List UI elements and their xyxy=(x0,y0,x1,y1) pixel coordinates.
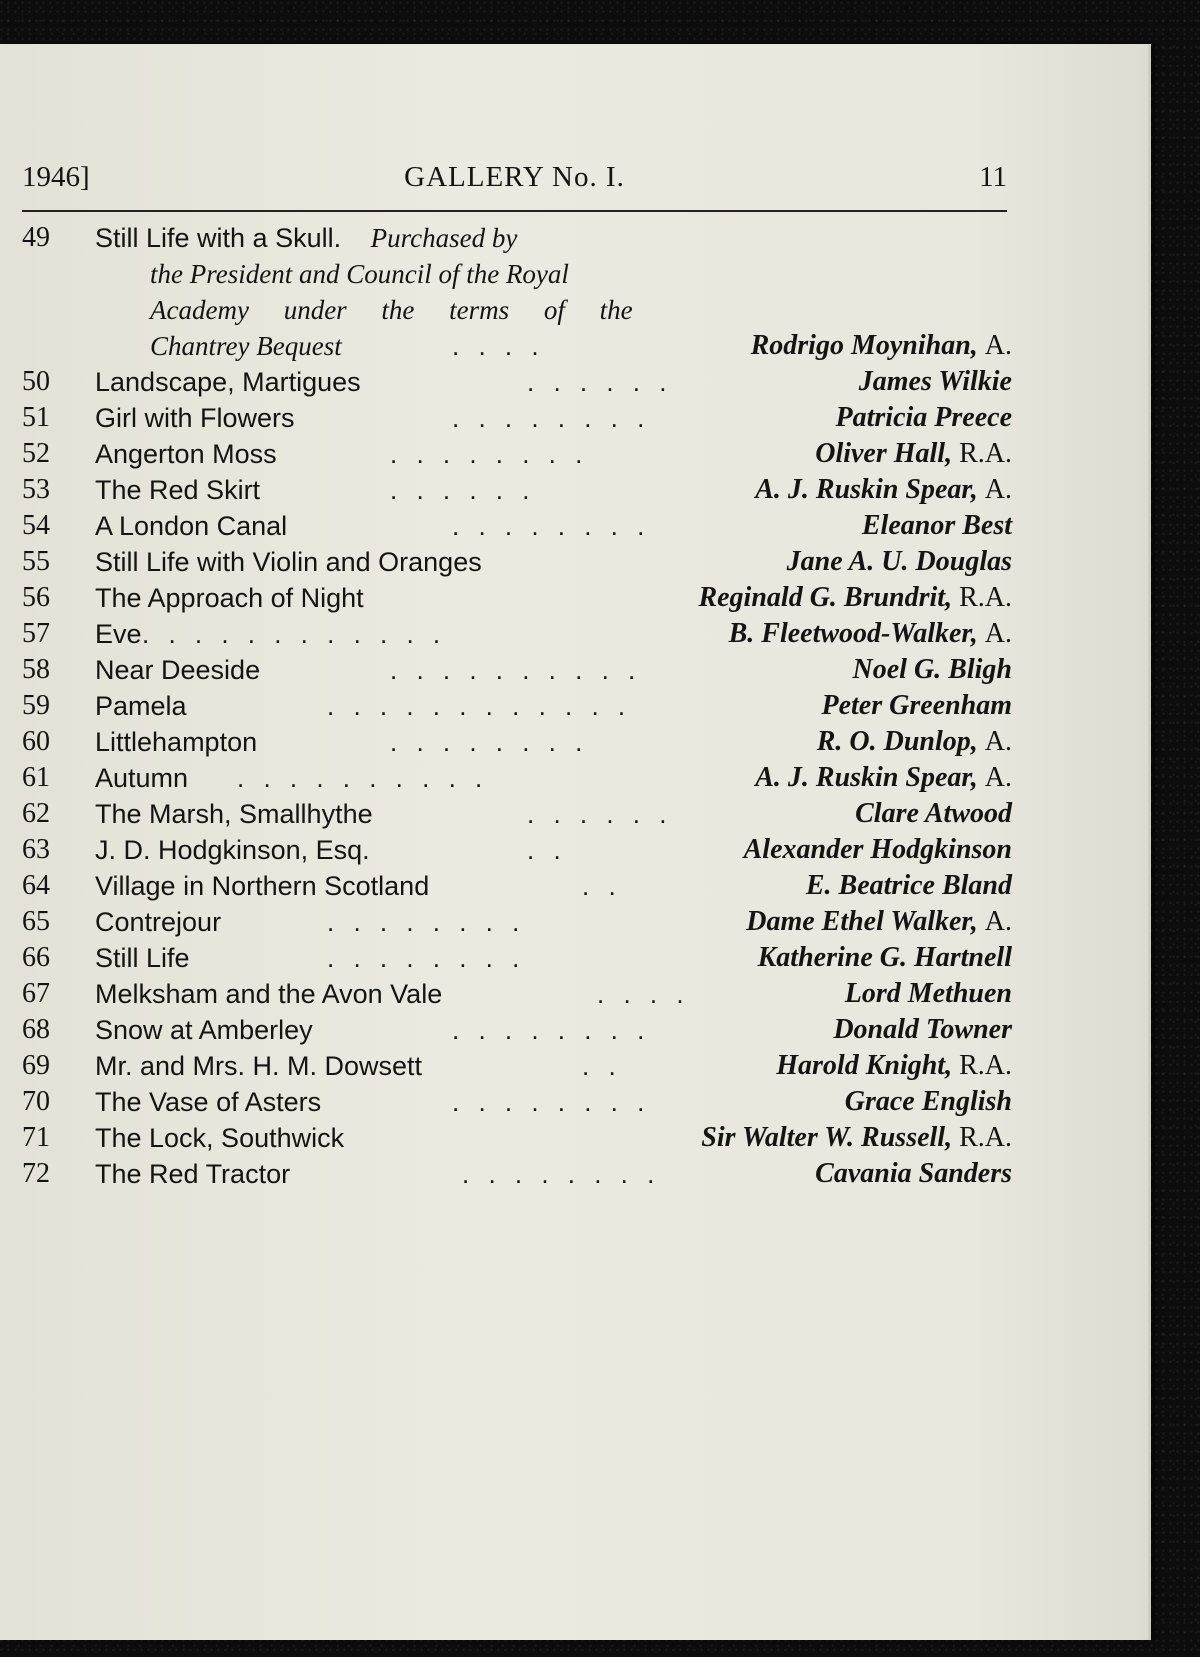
artist-name-text: R. O. Dunlop, xyxy=(816,726,978,757)
entry-title: Angerton Moss xyxy=(95,439,277,469)
artist-name-text: Lord Methuen xyxy=(844,978,1012,1009)
entry-title: The Lock, Southwick xyxy=(95,1123,345,1153)
leader-dots: . . . . xyxy=(597,979,690,1009)
entry-number: 57 xyxy=(22,618,50,649)
artist-name xyxy=(836,400,1012,436)
artist-name-text: Jane A. U. Douglas xyxy=(786,546,1012,577)
entry-row xyxy=(22,688,1012,724)
purchase-note-line-2-row xyxy=(22,256,1012,292)
leader-dots: . . . . . . xyxy=(527,367,673,397)
leader-dots: . . xyxy=(582,871,622,901)
entry-title: Still Life with Violin and Oranges xyxy=(95,547,482,577)
artist-name-text: Sir Walter W. Russell, xyxy=(701,1122,953,1153)
leader-dots: . . . . xyxy=(452,331,545,361)
leader-dots: . . . . . . . . . . . . xyxy=(142,619,447,649)
purchase-note-line-3-row xyxy=(22,292,1012,328)
entry-title: A London Canal xyxy=(95,511,288,541)
artist-name-text: Reginald G. Brundrit, xyxy=(698,582,953,613)
entry-row xyxy=(22,1012,1012,1048)
entry-title: Still Life xyxy=(95,943,190,973)
entry-title: Pamela xyxy=(95,691,187,721)
artist-name-text: A. J. Ruskin Spear, xyxy=(755,762,978,793)
entry-number: 72 xyxy=(22,1158,50,1189)
entry-row xyxy=(22,1120,1012,1156)
catalogue-page xyxy=(0,44,1151,1640)
artist-name xyxy=(755,760,1012,796)
artist-name xyxy=(821,688,1012,724)
artist-name xyxy=(817,724,1012,760)
entry-row xyxy=(22,796,1012,832)
artist-name-text: Grace English xyxy=(844,1086,1012,1117)
entry-title: Contrejour xyxy=(95,907,222,937)
artist-name-text: A. J. Ruskin Spear, xyxy=(755,474,978,505)
artist-name xyxy=(815,1156,1012,1192)
entry-title: The Red Tractor xyxy=(95,1159,291,1189)
artist-name-text: B. Fleetwood-Walker, xyxy=(728,618,978,649)
entry-number: 63 xyxy=(22,834,50,865)
entry-row xyxy=(22,904,1012,940)
artist-name xyxy=(758,940,1012,976)
entry-number: 70 xyxy=(22,1086,50,1117)
entry-number: 65 xyxy=(22,906,50,937)
entry-row xyxy=(22,400,1012,436)
entry-number: 50 xyxy=(22,366,50,397)
artist-name-text: Dame Ethel Walker, xyxy=(746,906,978,937)
artist-name xyxy=(744,832,1012,868)
entry-row xyxy=(22,1084,1012,1120)
leader-dots: . . xyxy=(527,835,567,865)
entry-row xyxy=(22,940,1012,976)
artist-name xyxy=(833,1012,1012,1048)
artist-name xyxy=(845,976,1012,1012)
entry-title: Near Deeside xyxy=(95,655,261,685)
artist-suffix: A. xyxy=(984,618,1012,649)
artist-suffix: R.A. xyxy=(959,582,1012,613)
entry-title: Girl with Flowers xyxy=(95,403,295,433)
leader-dots: . . . . . . . . xyxy=(327,907,526,937)
entry-number: 64 xyxy=(22,870,50,901)
artist-name xyxy=(729,616,1012,652)
leader-dots: . . . . . . . . . . xyxy=(237,763,489,793)
artist-name-text: E. Beatrice Bland xyxy=(805,870,1012,901)
artist-suffix: R.A. xyxy=(959,1050,1012,1081)
entry-number: 67 xyxy=(22,978,50,1009)
leader-dots: . . . . . . . . xyxy=(390,439,589,469)
entry-number: 53 xyxy=(22,474,50,505)
artist-name xyxy=(855,796,1012,832)
artist-name-text: Oliver Hall, xyxy=(815,438,953,469)
purchase-note-line-4-row xyxy=(22,328,1012,364)
artist-suffix: A. xyxy=(984,726,1012,757)
artist-name-text: James Wilkie xyxy=(858,366,1012,397)
entry-row xyxy=(22,436,1012,472)
artist-name xyxy=(776,1048,1012,1084)
entry-row xyxy=(22,1156,1012,1192)
leader-dots: . . . . . . xyxy=(527,799,673,829)
artist-name xyxy=(853,652,1012,688)
artist-name xyxy=(806,868,1012,904)
purchase-note-line-3: Academy under the terms of the xyxy=(150,295,633,325)
entry-row xyxy=(22,544,1012,580)
artist-name-text: Katherine G. Hartnell xyxy=(757,942,1012,973)
artist-name-text: Peter Greenham xyxy=(821,690,1012,721)
artist-suffix: R.A. xyxy=(959,1122,1012,1153)
artist-suffix: A. xyxy=(984,762,1012,793)
entry-row xyxy=(22,472,1012,508)
entry-title: Landscape, Martigues xyxy=(95,367,361,397)
artist-name xyxy=(701,1120,1012,1156)
entry-title: J. D. Hodgkinson, Esq. xyxy=(95,835,370,865)
entry-row xyxy=(22,760,1012,796)
leader-dots: . . . . . . . . xyxy=(390,727,589,757)
entry-number: 66 xyxy=(22,942,50,973)
artist-name-text: Cavania Sanders xyxy=(815,1158,1012,1189)
entry-number: 69 xyxy=(22,1050,50,1081)
purchase-note-line-4: Chantrey Bequest xyxy=(150,331,342,361)
entry-title: Village in Northern Scotland xyxy=(95,871,430,901)
entry-row xyxy=(22,724,1012,760)
entry-row xyxy=(22,1048,1012,1084)
artist-name-text: Donald Towner xyxy=(833,1014,1012,1045)
entry-row xyxy=(22,832,1012,868)
entry-title: Eve xyxy=(95,619,142,649)
artist-name xyxy=(751,328,1012,364)
leader-dots: . . . . . . . . xyxy=(462,1159,661,1189)
entry-number: 61 xyxy=(22,762,50,793)
entry-row xyxy=(22,616,1012,652)
entry-title: Melksham and the Avon Vale xyxy=(95,979,443,1009)
artist-name-text: Harold Knight, xyxy=(776,1050,953,1081)
leader-dots: . . . . . . . . xyxy=(452,403,651,433)
entry-row xyxy=(22,976,1012,1012)
running-head xyxy=(22,161,1007,201)
gallery-title: GALLERY No. I. xyxy=(404,161,625,193)
entry-title: The Approach of Night xyxy=(95,583,364,613)
entry-title xyxy=(95,220,517,256)
entry-title: Littlehampton xyxy=(95,727,258,757)
entry-title: The Vase of Asters xyxy=(95,1087,322,1117)
artist-name xyxy=(787,544,1012,580)
entry-number: 51 xyxy=(22,402,50,433)
entry-number: 56 xyxy=(22,582,50,613)
artist-suffix: R.A. xyxy=(959,438,1012,469)
artist-name-text: Rodrigo Moynihan, xyxy=(750,330,978,361)
entry-number: 55 xyxy=(22,546,50,577)
artist-name xyxy=(859,364,1012,400)
entry-list xyxy=(22,220,1012,1192)
entry-title: Mr. and Mrs. H. M. Dowsett xyxy=(95,1051,423,1081)
entry-row xyxy=(22,364,1012,400)
leader-dots: . . . . . . . . xyxy=(452,1015,651,1045)
year-label: 1946] xyxy=(22,161,90,193)
artist-name xyxy=(815,436,1012,472)
purchase-note-line-1: Purchased by xyxy=(370,223,518,253)
artist-name-text: Alexander Hodgkinson xyxy=(743,834,1012,865)
leader-dots: . . . . . . . . xyxy=(327,943,526,973)
artist-name xyxy=(755,472,1012,508)
leader-dots: . . xyxy=(582,1051,622,1081)
entry-row xyxy=(22,868,1012,904)
purchase-note-line-2: the President and Council of the Royal xyxy=(150,259,569,289)
entry-number: 62 xyxy=(22,798,50,829)
entry-number: 71 xyxy=(22,1122,50,1153)
leader-dots: . . . . . . xyxy=(390,475,536,505)
entry-row xyxy=(22,580,1012,616)
header-rule xyxy=(22,210,1007,212)
entry-title: The Marsh, Smallhythe xyxy=(95,799,373,829)
entry-number: 49 xyxy=(22,222,50,253)
page-number: 11 xyxy=(979,161,1007,193)
leader-dots: . . . . . . . . . . xyxy=(390,655,642,685)
entry-number: 60 xyxy=(22,726,50,757)
leader-dots: . . . . . . . . xyxy=(452,1087,651,1117)
artist-name xyxy=(845,1084,1012,1120)
artist-name-text: Patricia Preece xyxy=(835,402,1012,433)
entry-49 xyxy=(22,220,1012,256)
entry-title-text: Still Life with a Skull. xyxy=(95,223,342,253)
artist-name xyxy=(862,508,1012,544)
entry-rows xyxy=(22,364,1012,1192)
entry-title: Autumn xyxy=(95,763,189,793)
entry-number: 59 xyxy=(22,690,50,721)
entry-number: 52 xyxy=(22,438,50,469)
entry-number: 58 xyxy=(22,654,50,685)
entry-title: The Red Skirt xyxy=(95,475,261,505)
leader-dots: . . . . . . . . xyxy=(452,511,651,541)
artist-suffix: A. xyxy=(984,474,1012,505)
artist-name xyxy=(746,904,1012,940)
artist-suffix: A. xyxy=(984,906,1012,937)
entry-row xyxy=(22,652,1012,688)
artist-name-text: Noel G. Bligh xyxy=(852,654,1012,685)
entry-number: 68 xyxy=(22,1014,50,1045)
artist-suffix: A. xyxy=(984,330,1012,361)
entry-row xyxy=(22,508,1012,544)
entry-title: Snow at Amberley xyxy=(95,1015,313,1045)
artist-name-text: Clare Atwood xyxy=(855,798,1012,829)
artist-name-text: Eleanor Best xyxy=(861,510,1012,541)
artist-name xyxy=(698,580,1012,616)
entry-number: 54 xyxy=(22,510,50,541)
leader-dots: . . . . . . . . . . . . xyxy=(327,691,632,721)
